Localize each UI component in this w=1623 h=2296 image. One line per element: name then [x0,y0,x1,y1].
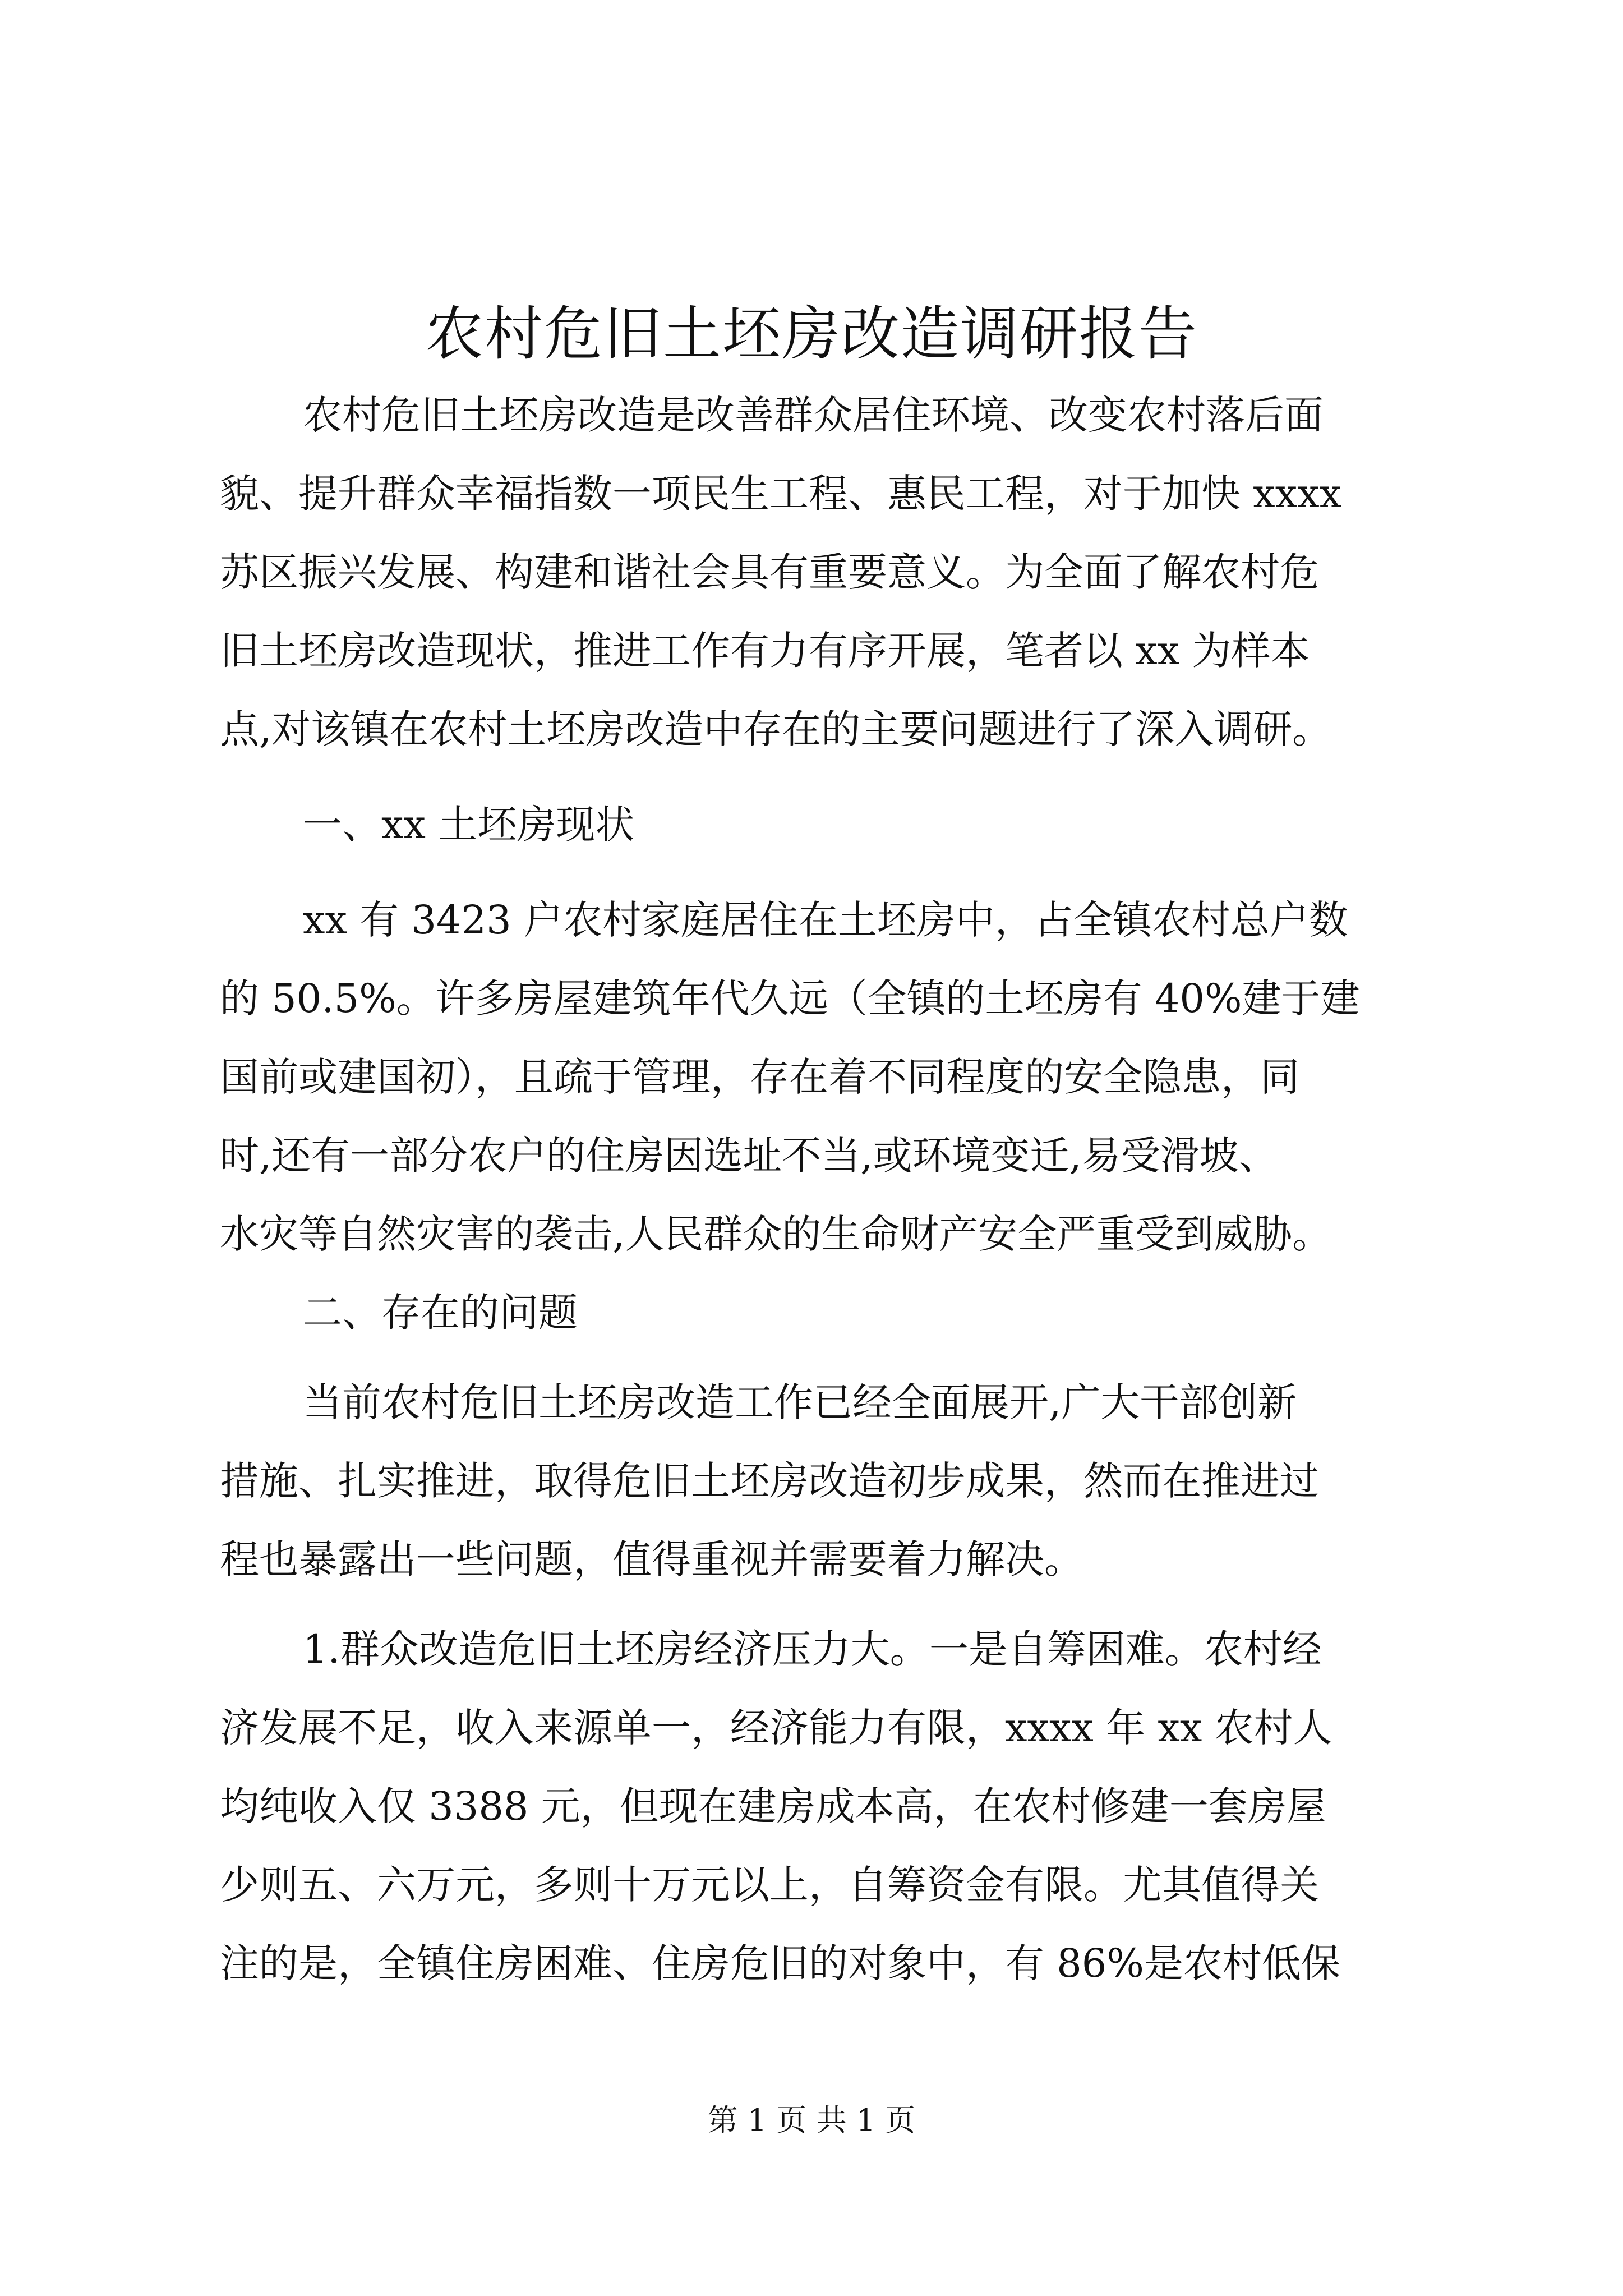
body-line: 当前农村危旧土坯房改造工作已经全面展开,广大干部创新 [303,1379,1297,1425]
body-line: 程也暴露出一些问题，值得重视并需要着力解决。 [220,1536,1083,1582]
body-line: 1.群众改造危旧土坯房经济压力大。一是自筹困难。农村经 [303,1626,1322,1672]
body-line: 点,对该镇在农村土坯房改造中存在的主要问题进行了深入调研。 [220,706,1332,752]
document-title: 农村危旧土坯房改造调研报告 [425,300,1198,368]
section-heading: 一、xx 土坯房现状 [303,802,635,848]
body-line: 农村危旧土坯房改造是改善群众居住环境、改变农村落后面 [303,392,1324,438]
body-line: xx 有 3423 户农村家庭居住在土坯房中，占全镇农村总户数 [303,897,1348,943]
body-line: 济发展不足，收入来源单一，经济能力有限，xxxx 年 xx 农村人 [220,1705,1332,1751]
body-line: 旧土坯房改造现状，推进工作有力有序开展，笔者以 xx 为样本 [220,628,1310,674]
body-line: 时,还有一部分农户的住房因选址不当,或环境变迁,易受滑坡、 [220,1133,1278,1179]
body-line: 水灾等自然灾害的袭击,人民群众的生命财产安全严重受到威胁。 [220,1211,1332,1257]
body-line: 少则五、六万元，多则十万元以上，自筹资金有限。尤其值得关 [220,1862,1319,1908]
body-line: 国前或建国初），且疏于管理，存在着不同程度的安全隐患，同 [220,1054,1299,1100]
body-line: 苏区振兴发展、构建和谐社会具有重要意义。为全面了解农村危 [220,549,1319,595]
section-heading: 二、存在的问题 [303,1290,578,1336]
body-line: 均纯收入仅 3388 元，但现在建房成本高，在农村修建一套房屋 [220,1783,1326,1829]
body-line: 貌、提升群众幸福指数一项民生工程、惠民工程，对于加快 xxxx [220,471,1342,517]
body-line: 的 50.5%。许多房屋建筑年代久远（全镇的土坯房有 40%建于建 [220,976,1360,1022]
body-line: 注的是，全镇住房困难、住房危旧的对象中，有 86%是农村低保 [220,1940,1340,1986]
body-line: 措施、扎实推进，取得危旧土坯房改造初步成果，然而在推进过 [220,1458,1319,1504]
page-number-footer: 第 1 页 共 1 页 [707,2102,916,2138]
